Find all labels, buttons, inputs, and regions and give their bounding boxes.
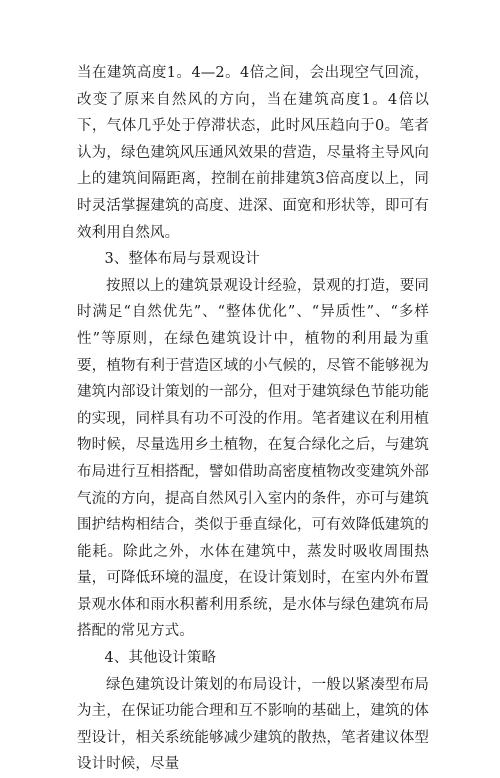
section-heading-4: 4、其他设计策略 xyxy=(104,650,217,667)
body-paragraph-3: 绿色建筑设计策划的布局设计，一般以紧凑型布局为主，在保证功能合理和互不影响的基础上，建筑的体型设计，相关系统能够减少建筑的散热，笔者建议体型设计时候，尽量 xyxy=(77,676,429,773)
section-heading-3: 3、整体布局与景观设计 xyxy=(104,251,260,268)
document-body xyxy=(77,60,429,778)
body-paragraph-2: 按照以上的建筑景观设计经验，景观的打造，要同时满足“自然优先”、“整体优化”、“异质性”、“多样性”等原则，在绿色建筑设计中，植物的利用最为重要，植物有利于营造区域的小气候的，尽管不能够视为建筑内部设计策划的一部分，但对于建筑绿色节能功能的实现，同样具有功不可没的作用。笔者建议在利用植物时候，尽量选用乡土植物，在复合绿化之后，与建筑布局进行互相搭配，譬如借助高密度植物改变建筑外部气流的方向，提高自然风引入室内的条件，亦可与建筑围护结构相结合，类似于垂直绿化，可有效降低建筑的能耗。除此之外，水体在建筑中，蒸发时吸收周围热量，可降低环境的温度，在设计策划时，在室内外布置景观水体和雨水积蓄利用系统，是水体与绿色建筑布局搭配的常见方式。 xyxy=(77,277,429,640)
body-paragraph-1: 当在建筑高度1。4—2。4倍之间，会出现空气回流，改变了原来自然风的方向，当在建筑高度1。4倍以下，气体几乎处于停滞状态，此时风压趋向于0。笔者认为，绿色建筑风压通风效果的营造，尽量将主导风向上的建筑间隔距离，控制在前排建筑3倍高度以上，同时灵活掌握建筑的高度、进深、面宽和形状等，即可有效利用自然风。 xyxy=(77,65,429,241)
